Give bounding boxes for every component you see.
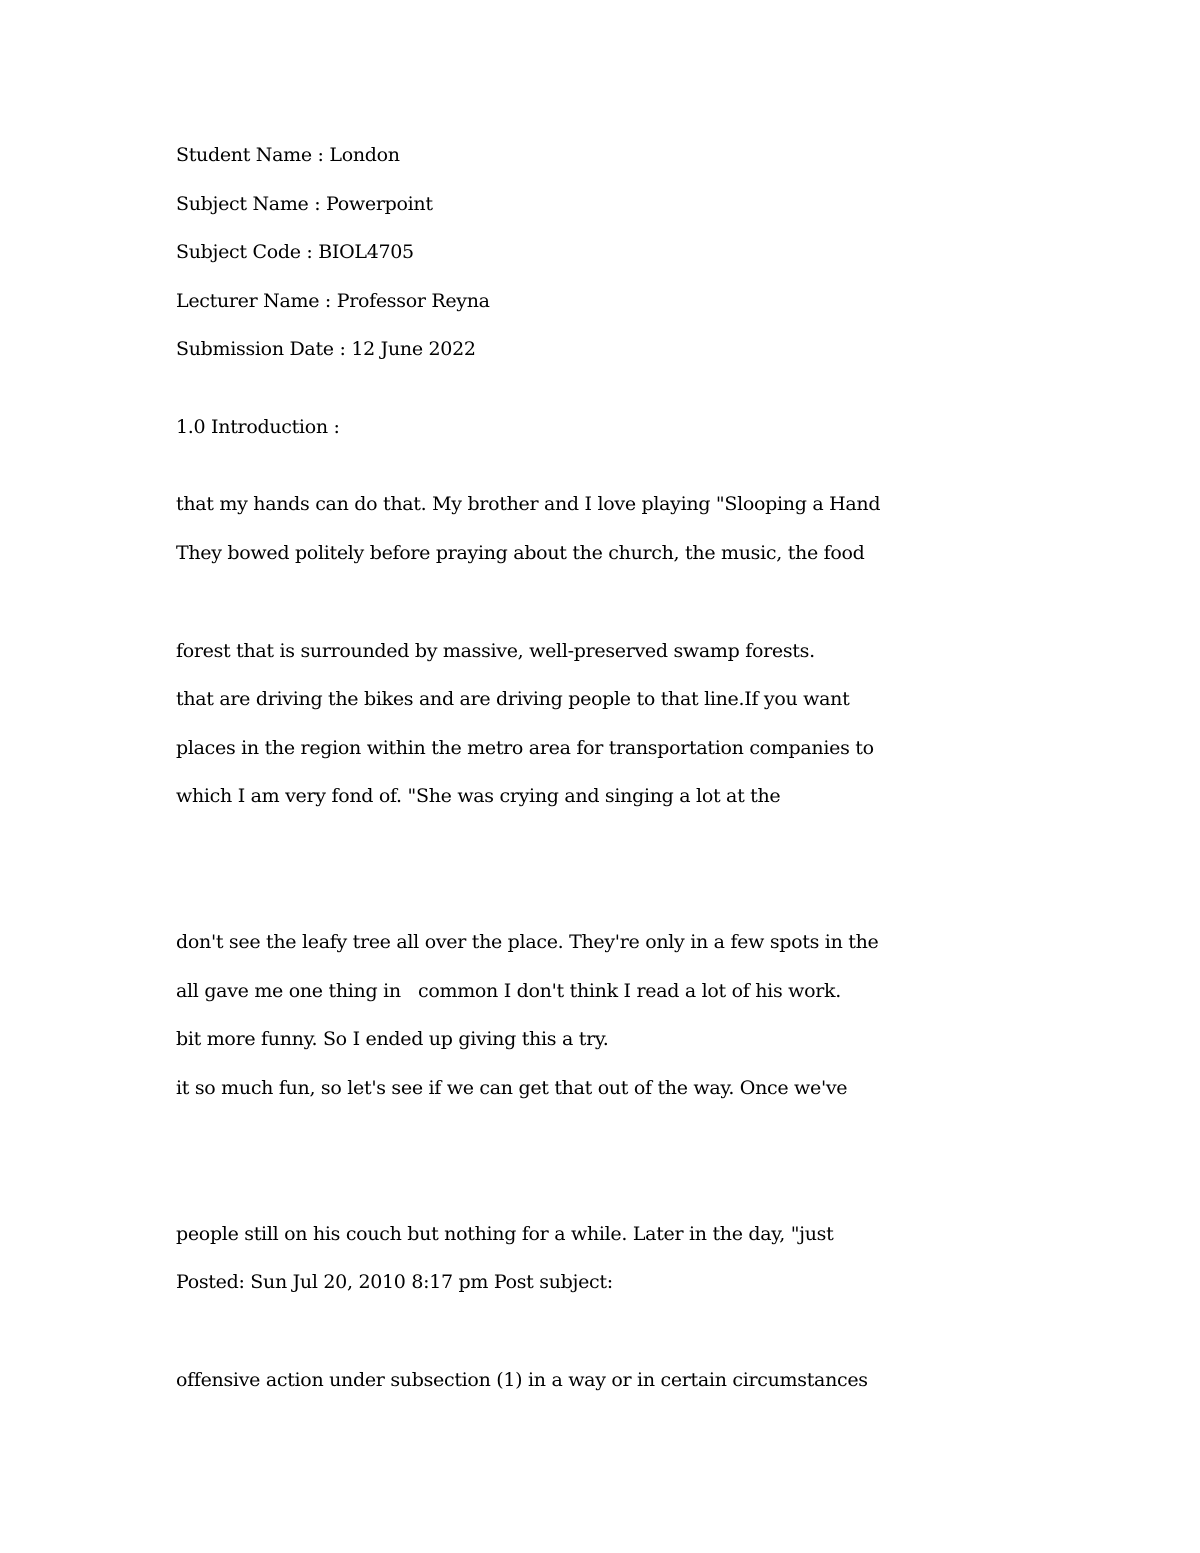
subject-code: Subject Code : BIOL4705 xyxy=(176,241,414,263)
paragraph-line: which I am very fond of. "She was crying and singing a lot at the xyxy=(176,785,781,807)
section-heading: 1.0 Introduction : xyxy=(176,416,340,438)
submission-date: Submission Date : 12 June 2022 xyxy=(176,338,476,360)
paragraph-line: all gave me one thing in common I don't think I read a lot of his work. xyxy=(176,980,841,1002)
post-meta-line: Posted: Sun Jul 20, 2010 8:17 pm Post subject: xyxy=(176,1271,613,1293)
paragraph-line: don't see the leafy tree all over the place. They're only in a few spots in the xyxy=(176,931,879,953)
paragraph-line: it so much fun, so let's see if we can get that out of the way. Once we've xyxy=(176,1077,848,1099)
subject-name: Subject Name : Powerpoint xyxy=(176,193,433,215)
paragraph-line: bit more funny. So I ended up giving this a try. xyxy=(176,1028,609,1050)
lecturer-name: Lecturer Name : Professor Reyna xyxy=(176,290,490,312)
paragraph-line: offensive action under subsection (1) in a way or in certain circumstances xyxy=(176,1369,868,1391)
student-name: Student Name : London xyxy=(176,144,400,166)
paragraph-line: people still on his couch but nothing for a while. Later in the day, "just xyxy=(176,1223,834,1245)
paragraph-line: that are driving the bikes and are driving people to that line.If you want xyxy=(176,688,850,710)
paragraph-line: that my hands can do that. My brother and I love playing "Slooping a Hand xyxy=(176,493,881,515)
paragraph-line: forest that is surrounded by massive, well-preserved swamp forests. xyxy=(176,640,815,662)
paragraph-line: They bowed politely before praying about the church, the music, the food xyxy=(176,542,865,564)
paragraph-line: places in the region within the metro area for transportation companies to xyxy=(176,737,874,759)
